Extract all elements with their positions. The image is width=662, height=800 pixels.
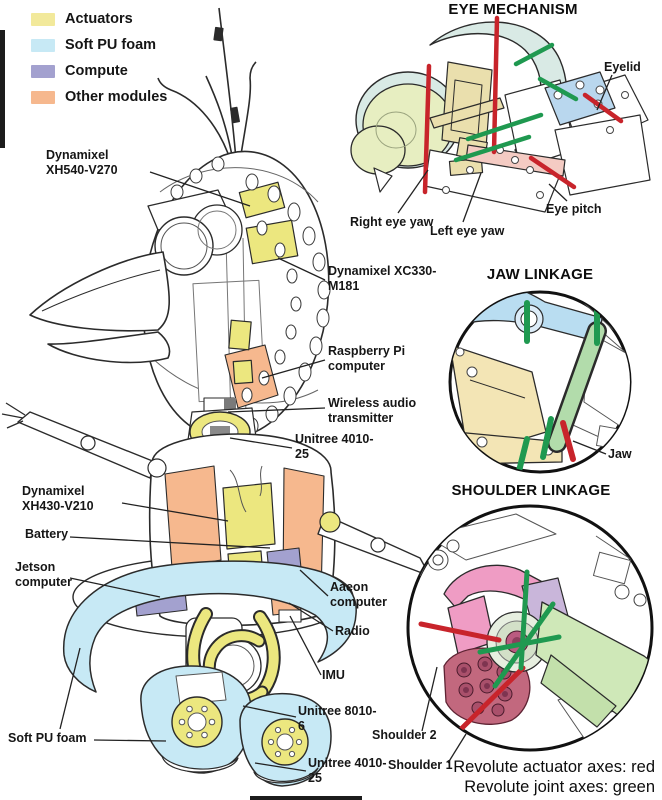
label-unitree-4010-neck: Unitree 4010-25 — [295, 432, 374, 461]
legend-label-soft-pu-foam: Soft PU foam — [65, 37, 157, 53]
legend-item-actuators — [31, 12, 167, 26]
label-jetson-computer: Jetson computer — [15, 560, 72, 589]
robot-left-arm — [2, 403, 155, 478]
label-battery: Battery — [25, 527, 69, 541]
legend-swatch-other-modules — [31, 91, 55, 104]
label-radio: Radio — [335, 624, 370, 638]
label-shoulder-2: Shoulder 2 — [372, 728, 437, 742]
label-imu: IMU — [322, 668, 345, 682]
legend — [31, 12, 167, 116]
legend-swatch-soft-pu-foam — [31, 39, 55, 52]
legend-label-other-modules: Other modules — [65, 89, 168, 105]
legend-label-actuators: Actuators — [65, 11, 133, 27]
jaw-linkage-drawing — [450, 282, 648, 472]
panel-title-eye-mechanism: EYE MECHANISM — [448, 1, 578, 18]
legend-item-compute — [31, 64, 167, 78]
panel-title-jaw-linkage: JAW LINKAGE — [486, 266, 594, 283]
axis-legend-note — [453, 757, 655, 797]
label-dynamixel-xh540: Dynamixel XH540-V270 — [46, 148, 118, 177]
label-wireless-audio: Wireless audio transmitter — [328, 396, 417, 425]
panel-title-shoulder-linkage: SHOULDER LINKAGE — [451, 482, 611, 499]
legend-item-soft-pu-foam — [31, 38, 167, 52]
label-shoulder-1: Shoulder 1 — [388, 758, 453, 772]
label-dynamixel-xc330: Dynamixel XC330-M181 — [328, 264, 437, 293]
axis-note-actuator: Revolute actuator axes: red — [453, 758, 655, 776]
legend-label-compute: Compute — [65, 63, 128, 79]
label-right-eye-yaw: Right eye yaw — [350, 215, 434, 229]
label-eyelid: Eyelid — [604, 60, 641, 74]
label-unitree-4010-foot: Unitree 4010-25 — [308, 756, 387, 785]
label-raspberry-pi: Raspberry Pi computer — [328, 344, 406, 373]
robot-beak — [30, 252, 170, 362]
legend-item-other-modules — [31, 90, 167, 104]
label-left-eye-yaw: Left eye yaw — [430, 224, 505, 238]
label-soft-pu-foam: Soft PU foam — [8, 731, 87, 745]
legend-swatch-actuators — [31, 13, 55, 26]
label-jaw: Jaw — [608, 447, 632, 461]
eye-mechanism-drawing — [351, 18, 650, 212]
axis-note-joint: Revolute joint axes: green — [464, 778, 655, 797]
robot-antennae — [158, 8, 256, 162]
label-aaeon-computer: Aaeon computer — [330, 580, 387, 609]
label-dynamixel-xh430: Dynamixel XH430-V210 — [22, 484, 94, 513]
legend-swatch-compute — [31, 65, 55, 78]
label-unitree-8010: Unitree 8010-6 — [298, 704, 377, 733]
label-eye-pitch: Eye pitch — [546, 202, 602, 216]
shoulder-linkage-drawing — [408, 506, 657, 750]
